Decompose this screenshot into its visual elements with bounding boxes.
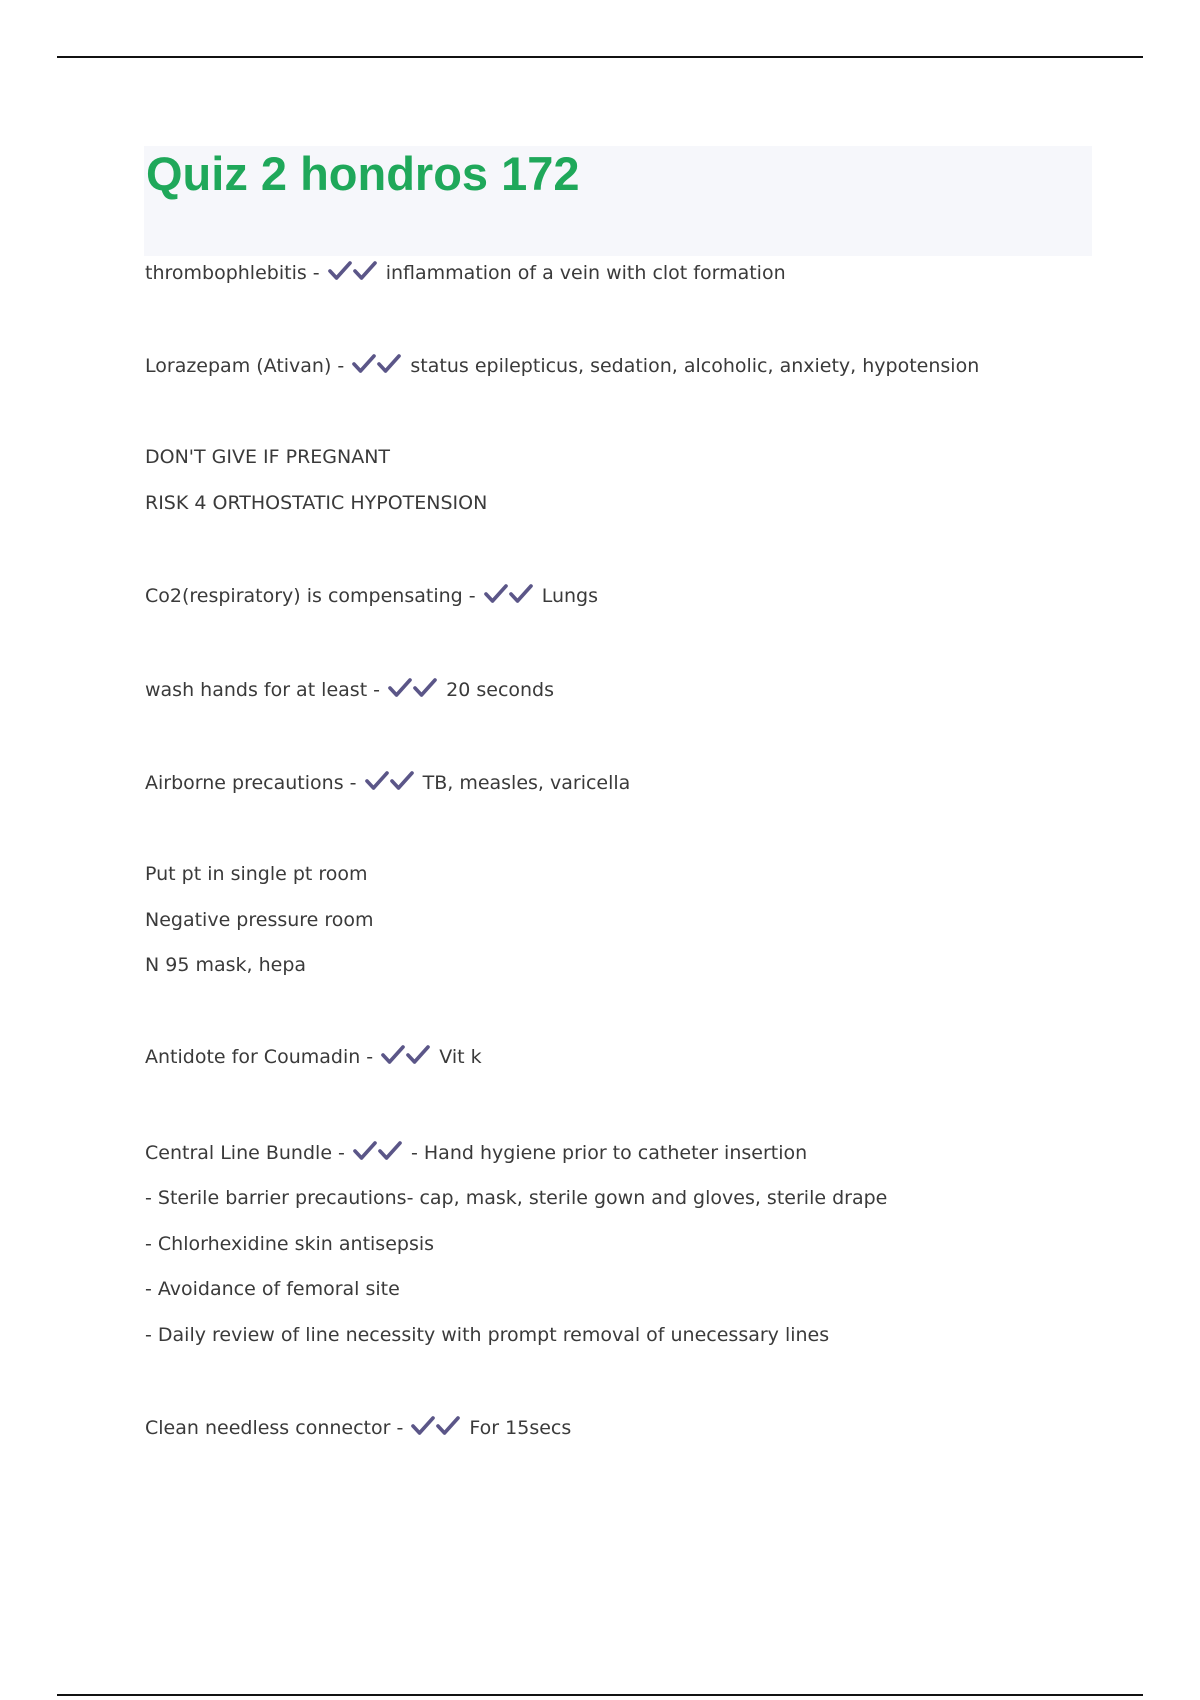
qa-entry-thrombophlebitis <box>145 260 786 286</box>
checkmark-icon <box>413 677 438 699</box>
checkmark-icon <box>411 1415 436 1437</box>
checkmark-icon <box>390 770 415 792</box>
term: Clean needless connector - <box>145 1417 404 1439</box>
note-line: - Daily review of line necessity with prompt removal of unecessary lines <box>145 1324 830 1346</box>
note-line: DON'T GIVE IF PREGNANT <box>145 446 391 468</box>
double-checkmark-icon <box>411 1415 461 1441</box>
note-line: RISK 4 ORTHOSTATIC HYPOTENSION <box>145 492 488 514</box>
term: Lorazepam (Ativan) - <box>145 355 345 377</box>
double-checkmark-icon <box>484 583 534 609</box>
term: thrombophlebitis - <box>145 262 320 284</box>
term: Co2(respiratory) is compensating - <box>145 585 476 607</box>
checkmark-icon <box>353 1140 378 1162</box>
top-rule <box>57 56 1143 58</box>
term: Central Line Bundle - <box>145 1142 345 1164</box>
qa-entry-wash-hands <box>145 677 554 703</box>
note-line: - Sterile barrier precautions- cap, mask, sterile gown and gloves, sterile drape <box>145 1187 888 1209</box>
qa-entry-central-line <box>145 1140 807 1166</box>
qa-entry-coumadin <box>145 1044 482 1070</box>
answer: For 15secs <box>469 1417 572 1439</box>
title-band <box>144 146 1092 256</box>
double-checkmark-icon <box>388 677 438 703</box>
answer: inflammation of a vein with clot formation <box>385 262 786 284</box>
term: Antidote for Coumadin - <box>145 1046 374 1068</box>
answer: Lungs <box>541 585 598 607</box>
double-checkmark-icon <box>365 770 415 796</box>
checkmark-icon <box>388 677 413 699</box>
checkmark-icon <box>352 353 377 375</box>
checkmark-icon <box>484 583 509 605</box>
answer: TB, measles, varicella <box>422 772 631 794</box>
double-checkmark-icon <box>328 260 378 286</box>
qa-entry-lorazepam <box>145 353 979 379</box>
qa-entry-needless-connector <box>145 1415 571 1441</box>
qa-entry-co2 <box>145 583 598 609</box>
note-line: N 95 mask, hepa <box>145 954 307 976</box>
note-line: Put pt in single pt room <box>145 863 368 885</box>
double-checkmark-icon <box>352 353 402 379</box>
checkmark-icon <box>509 583 534 605</box>
checkmark-icon <box>377 353 402 375</box>
answer: Vit k <box>439 1046 482 1068</box>
note-line: - Avoidance of femoral site <box>145 1278 400 1300</box>
checkmark-icon <box>378 1140 403 1162</box>
answer: 20 seconds <box>446 679 555 701</box>
answer: - Hand hygiene prior to catheter insertion <box>411 1142 808 1164</box>
answer: status epilepticus, sedation, alcoholic, anxiety, hypotension <box>410 355 980 377</box>
checkmark-icon <box>353 260 378 282</box>
term: wash hands for at least - <box>145 679 381 701</box>
page-title: Quiz 2 hondros 172 <box>146 147 580 200</box>
double-checkmark-icon <box>353 1140 403 1166</box>
note-line: Negative pressure room <box>145 909 374 931</box>
qa-entry-airborne <box>145 770 630 796</box>
note-line: - Chlorhexidine skin antisepsis <box>145 1233 435 1255</box>
checkmark-icon <box>328 260 353 282</box>
double-checkmark-icon <box>381 1044 431 1070</box>
checkmark-icon <box>436 1415 461 1437</box>
checkmark-icon <box>365 770 390 792</box>
checkmark-icon <box>406 1044 431 1066</box>
term: Airborne precautions - <box>145 772 357 794</box>
checkmark-icon <box>381 1044 406 1066</box>
bottom-rule <box>57 1694 1143 1696</box>
